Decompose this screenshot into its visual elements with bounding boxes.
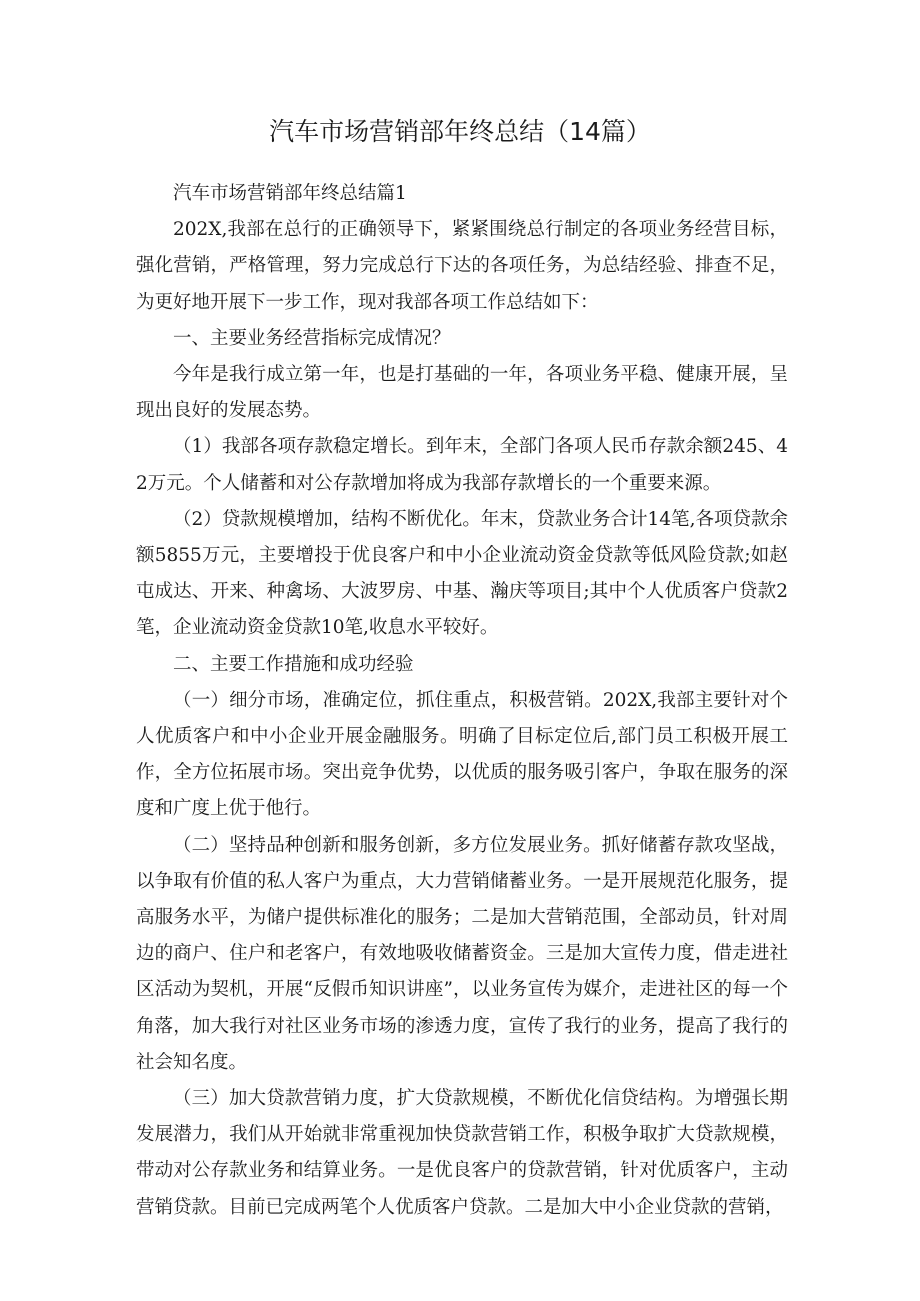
paragraph: （三）加大贷款营销力度，扩大贷款规模，不断优化信贷结构。为增强长期发展潜力，我们从开始就非常重视加快贷款营销工作，积极争取扩大贷款规模，带动对公存款业务和结算业务。一是优良客户的贷款营销，针对优质客户，主动营销贷款。目前已完成两笔个人优质客户贷款。二是加大中小企业贷款的营销， [136,1088,788,1218]
paragraph: （1）我部各项存款稳定增长。到年末，全部门各项人民币存款余额245、42万元。个人储蓄和对公存款增加将成为我部存款增长的一个重要来源。 [136,436,788,494]
section-heading: 一、主要业务经营指标完成情况？ [173,327,451,349]
paragraph: 202X,我部在总行的正确领导下，紧紧围绕总行制定的各项业务经营目标，强化营销，严格管理，努力完成总行下达的各项任务，为总结经验、排查不足，为更好地开展下一步工作，现对我部各项工作总结如下： [136,219,788,313]
document-title: 汽车市场营销部年终总结（14篇） [269,117,651,146]
paragraph: （一）细分市场，准确定位，抓住重点，积极营销。202X,我部主要针对个人优质客户和中小企业开展金融服务。明确了目标定位后,部门员工积极开展工作，全方位拓展市场。突出竞争优势，以优质的服务吸引客户，争取在服务的深度和广度上优于他行。 [136,689,788,820]
section-heading: 汽车市场营销部年终总结篇1 [173,183,407,204]
document-body [136,176,788,1226]
paragraph: 今年是我行成立第一年，也是打基础的一年，各项业务平稳、健康开展，呈现出良好的发展态势。 [136,364,788,422]
paragraph: （2）贷款规模增加，结构不断优化。年末，贷款业务合计14笔,各项贷款余额5855万元，主要增投于优良客户和中小企业流动资金贷款等低风险贷款;如赵屯成达、开来、种禽场、大波罗房、中基、瀚庆等项目;其中个人优质客户贷款2笔，企业流动资金贷款10笔,收息水平较好。 [136,508,788,639]
paragraph: （二）坚持品种创新和服务创新，多方位发展业务。抓好储蓄存款攻坚战，以争取有价值的私人客户为重点，大力营销储蓄业务。一是开展规范化服务，提高服务水平，为储户提供标准化的服务；二是加大营销范围，全部动员，针对周边的商户、住户和老客户，有效地吸收储蓄资金。三是加大宣传力度，借走进社区活动为契机，开展“反假币知识讲座”，以业务宣传为媒介，走进社区的每一个角落，加大我行对社区业务市场的渗透力度，宣传了我行的业务，提高了我行的社会知名度。 [136,834,788,1073]
section-heading: 二、主要工作措施和成功经验 [173,653,414,675]
